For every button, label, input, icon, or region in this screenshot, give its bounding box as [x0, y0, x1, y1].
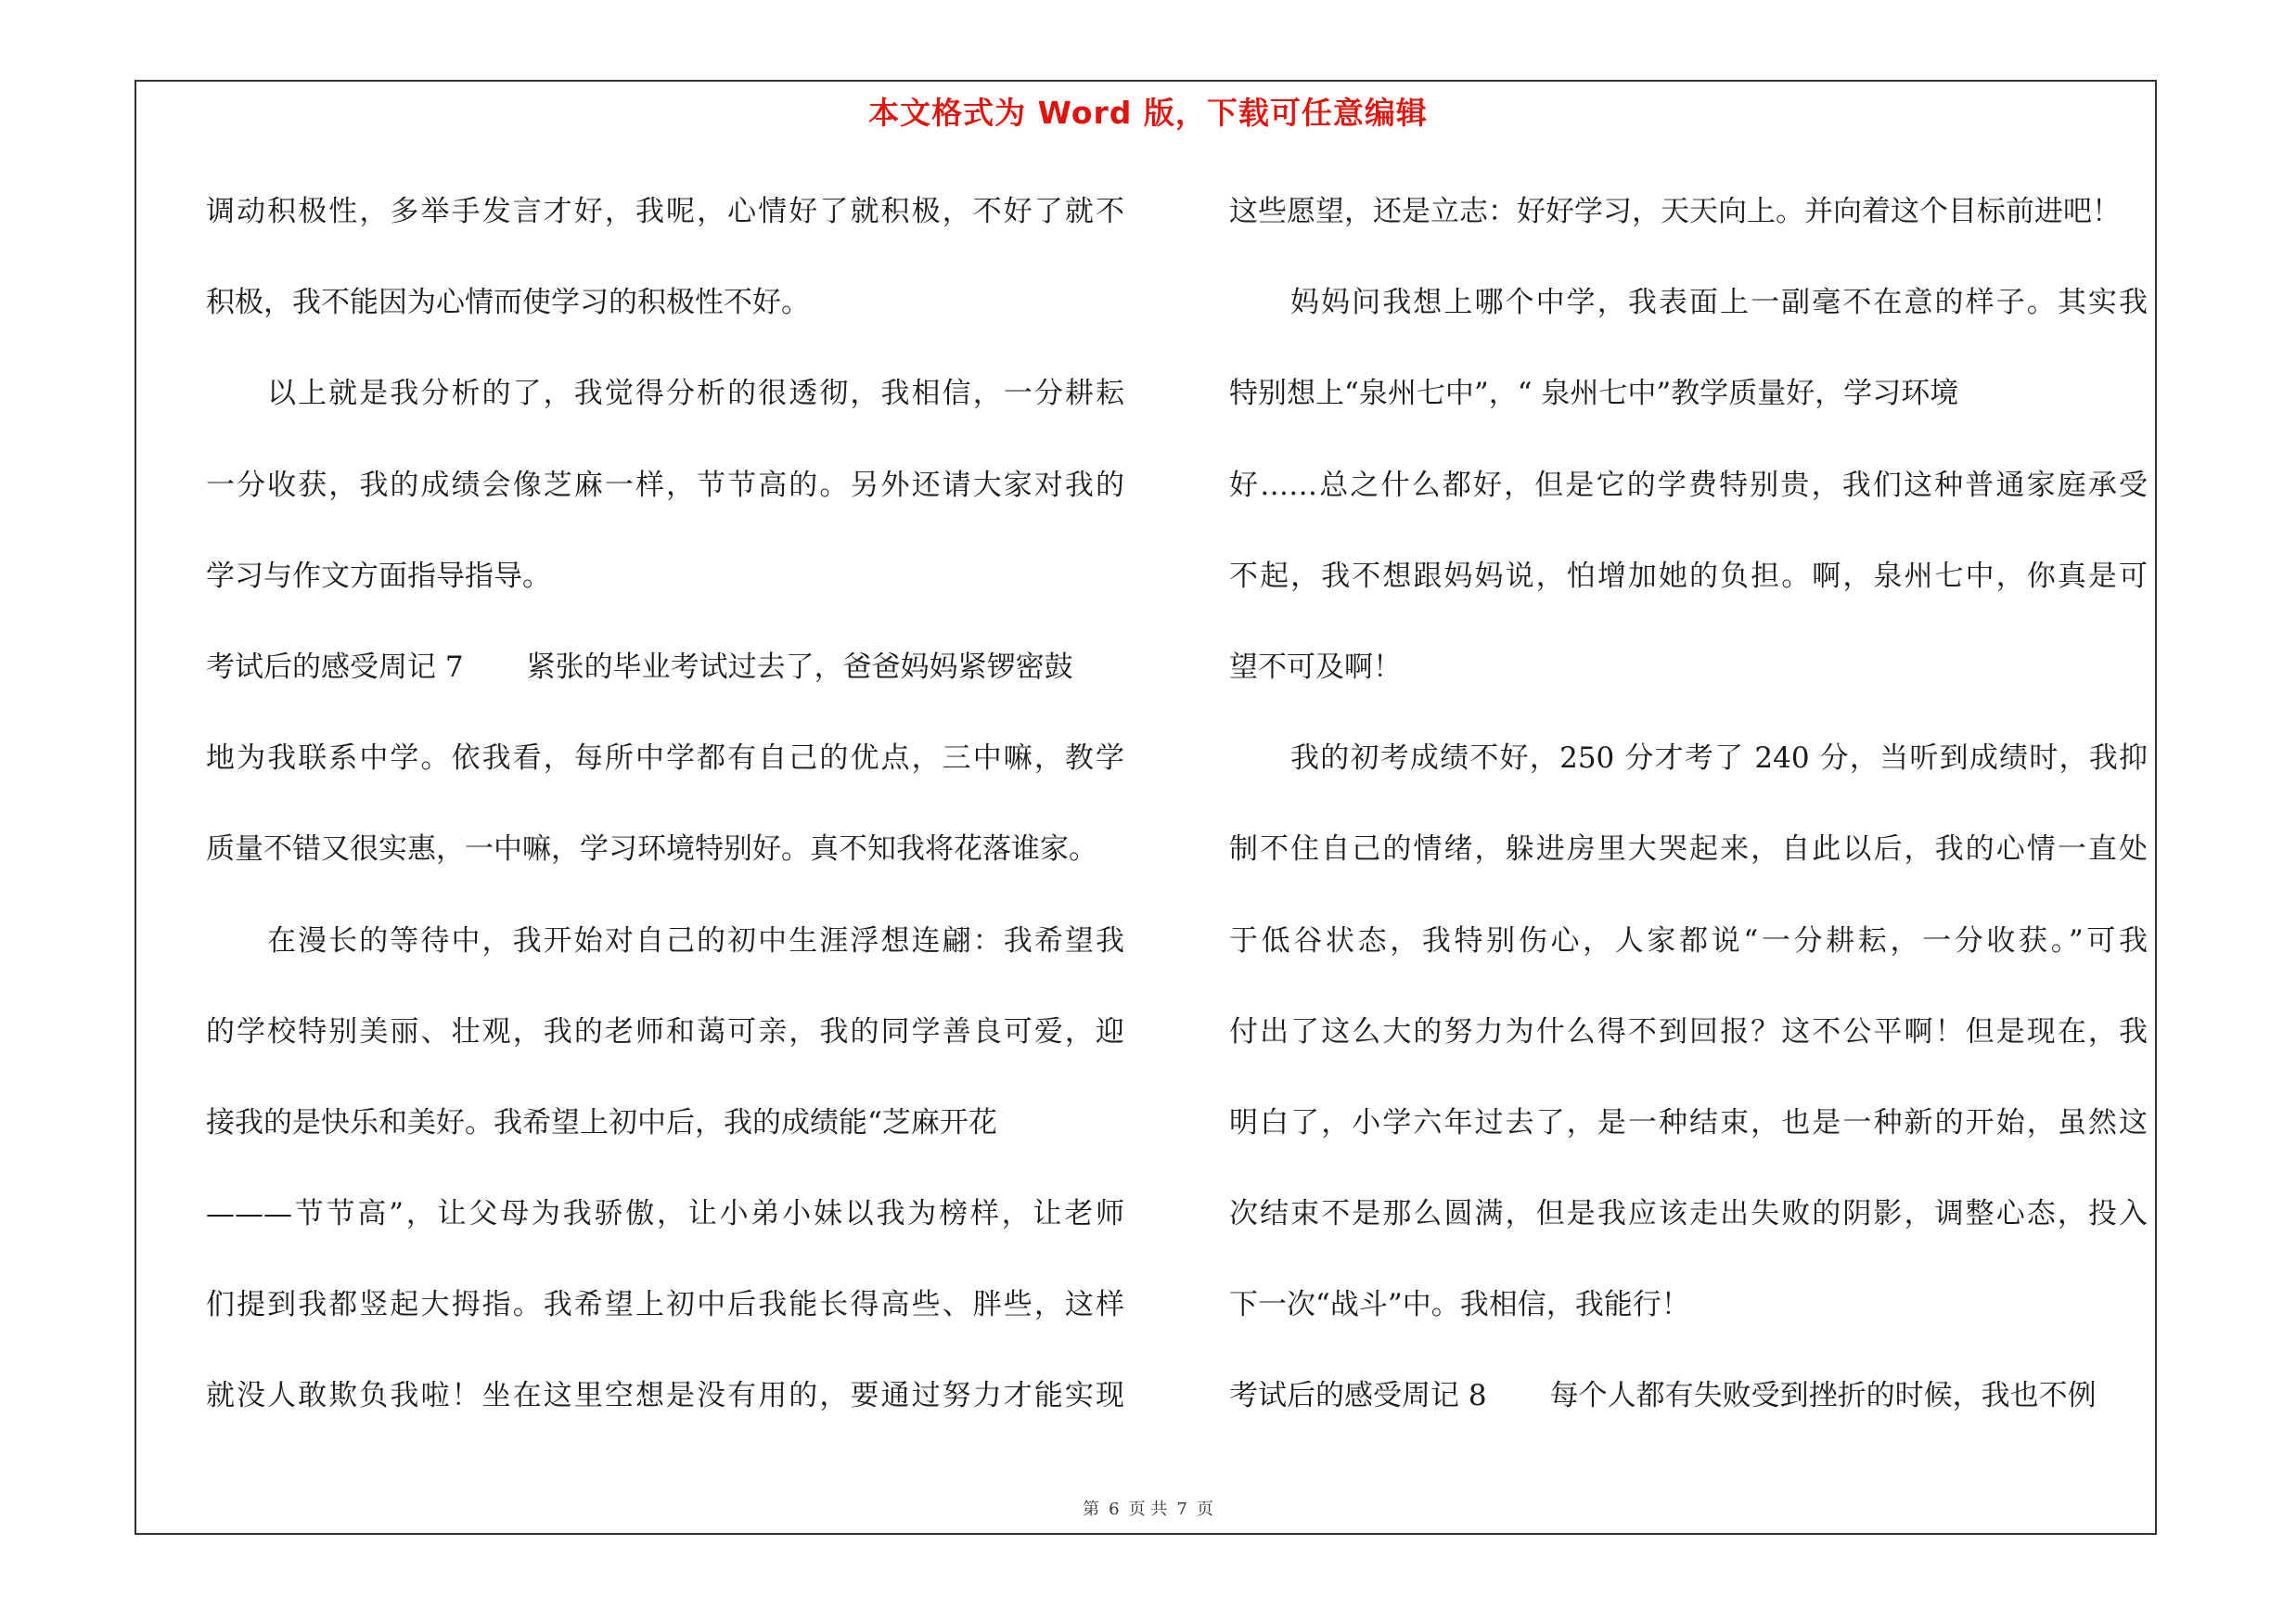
left-column	[206, 186, 1124, 1462]
text-line: 的学校特别美丽、壮观，我的老师和蔼可亲，我的同学善良可爱，迎	[206, 1014, 1124, 1049]
text-line: 一分收获，我的成绩会像芝麻一样，节节高的。另外还请大家对我的	[206, 468, 1124, 502]
text-line: 次结束不是那么圆满，但是我应该走出失败的阴影，调整心态，投入	[1229, 1197, 2148, 1231]
page-mid: 页 共	[1128, 1500, 1168, 1519]
text-line: 于低谷状态，我特别伤心，人家都说“一分耕耘，一分收获。”可我	[1229, 923, 2148, 958]
text-line: 学习与作文方面指导指导。	[206, 559, 551, 593]
text-line: 紧张的毕业考试过去了，爸爸妈妈紧锣密鼓	[526, 650, 1073, 684]
right-column	[1229, 186, 2148, 1462]
header-banner: 本文格式为 Word 版，下载可任意编辑	[868, 95, 1428, 131]
text-line: 妈妈问我想上哪个中学，我表面上一副毫不在意的样子。其实我	[1290, 286, 2148, 320]
section-heading-line	[1229, 1370, 2148, 1461]
text-line: 我的初考成绩不好，250 分才考了 240 分，当听到成绩时，我抑	[1290, 741, 2148, 776]
text-line: 接我的是快乐和美好。我希望上初中后，我的成绩能“芝麻开花	[206, 1105, 997, 1140]
text-line: 制不住自己的情绪，躲进房里大哭起来，自此以后，我的心情一直处	[1229, 832, 2148, 867]
page-current: 6	[1109, 1500, 1120, 1519]
text-line: 好……总之什么都好，但是它的学费特别贵，我们这种普通家庭承受	[1229, 468, 2148, 502]
text-line: 就没人敢欺负我啦！坐在这里空想是没有用的，要通过努力才能实现	[206, 1379, 1124, 1413]
section-heading: 考试后的感受周记 7	[206, 650, 464, 684]
text-line: 以上就是我分析的了，我觉得分析的很透彻，我相信，一分耕耘	[267, 377, 1124, 411]
page-prefix: 第	[1083, 1500, 1100, 1519]
page-suffix: 页	[1196, 1500, 1213, 1519]
text-line: 特别想上“泉州七中”，“ 泉州七中”教学质量好，学习环境	[1229, 377, 1959, 411]
text-line: 付出了这么大的努力为什么得不到回报？这不公平啊！但是现在，我	[1229, 1014, 2148, 1049]
text-line: 地为我联系中学。依我看，每所中学都有自己的优点，三中嘛，教学	[206, 741, 1124, 776]
section-heading: 考试后的感受周记 8	[1229, 1379, 1487, 1413]
text-line: 下一次“战斗”中。我相信，我能行！	[1229, 1288, 1690, 1322]
text-line: 质量不错又很实惠，一中嘛，学习环境特别好。真不知我将花落谁家。	[206, 832, 1097, 867]
text-line: 不起，我不想跟妈妈说，怕增加她的负担。啊，泉州七中，你真是可	[1229, 559, 2148, 593]
text-line: 这些愿望，还是立志：好好学习，天天向上。并向着这个目标前进吧！	[1229, 195, 2121, 228]
text-line: 望不可及啊！	[1229, 650, 1402, 684]
text-line: 调动积极性，多举手发言才好，我呢，心情好了就积极，不好了就不	[206, 195, 1124, 228]
text-line: 每个人都有失败受到挫折的时候，我也不例	[1549, 1379, 2097, 1413]
text-line: 们提到我都竖起大拇指。我希望上初中后我能长得高些、胖些，这样	[206, 1288, 1124, 1322]
text-line: 积极，我不能因为心情而使学习的积极性不好。	[206, 286, 810, 320]
text-line: ———节节高”，让父母为我骄傲，让小弟小妹以我为榜样，让老师	[206, 1197, 1124, 1231]
page-total: 7	[1176, 1500, 1187, 1519]
text-line: 在漫长的等待中，我开始对自己的初中生涯浮想连翩：我希望我	[267, 923, 1124, 958]
text-line: 明白了，小学六年过去了，是一种结束，也是一种新的开始，虽然这	[1229, 1105, 2148, 1140]
page-footer	[0, 1496, 2296, 1520]
section-heading-line	[206, 641, 1124, 732]
